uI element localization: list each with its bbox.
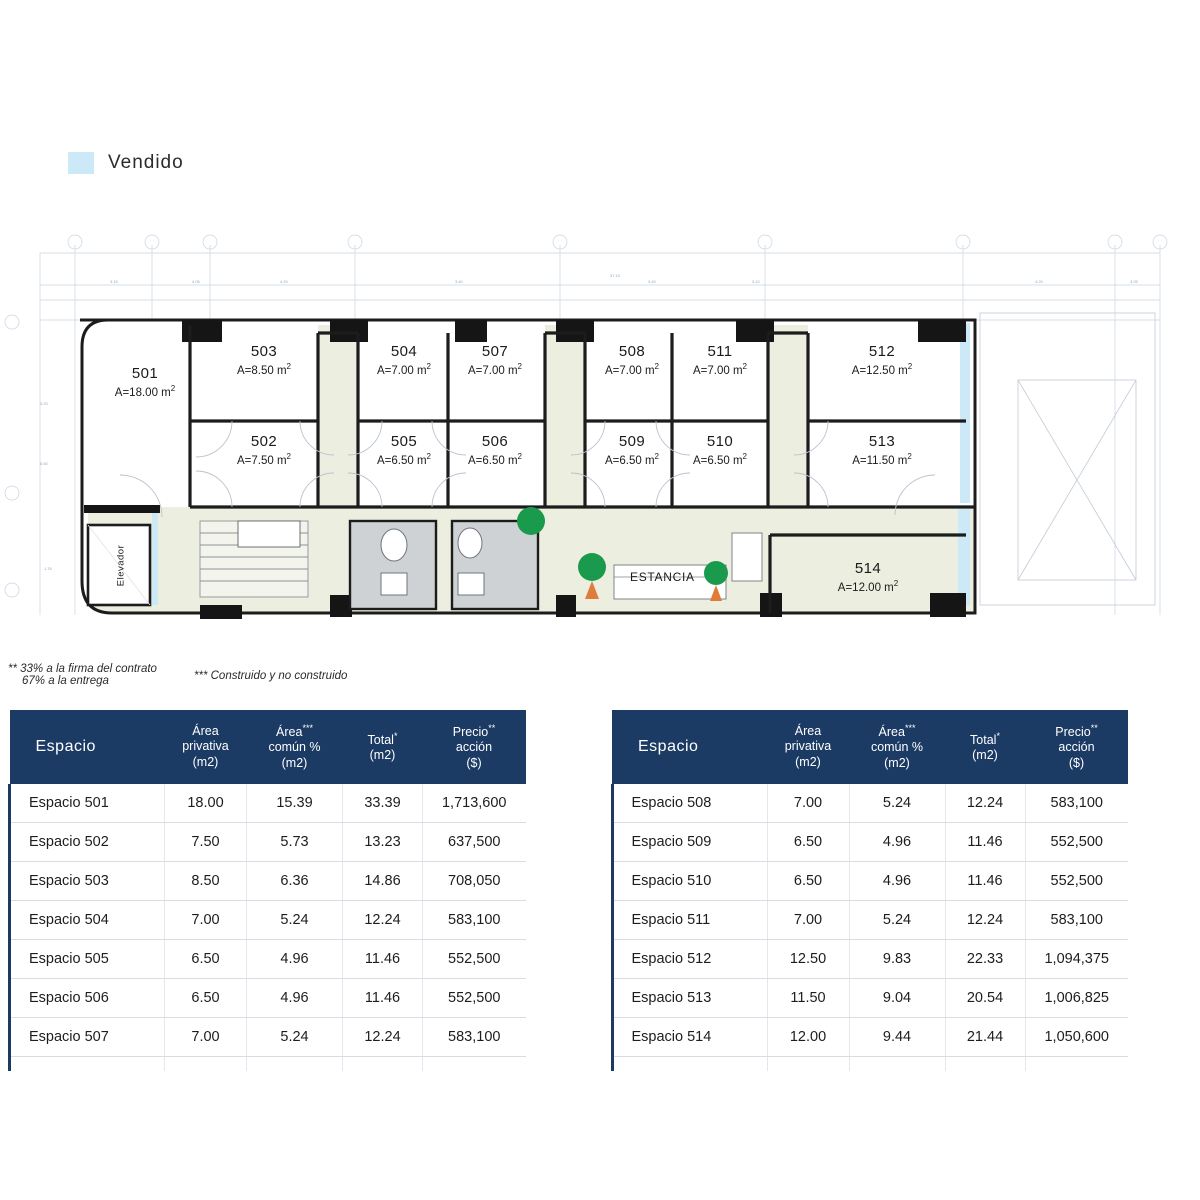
unit-509 <box>588 433 676 468</box>
table-row[interactable] <box>10 784 526 823</box>
cell-precio: 637,500 <box>423 822 526 861</box>
table-row[interactable] <box>612 822 1128 861</box>
svg-text:3.15: 3.15 <box>110 279 118 284</box>
table-row[interactable] <box>612 784 1128 823</box>
cell-total: 12.24 <box>945 784 1025 823</box>
cell-precio: 1,713,600 <box>423 784 526 823</box>
legend <box>68 152 184 174</box>
cell-privativa: 7.50 <box>165 822 247 861</box>
cell-precio: 552,500 <box>423 978 526 1017</box>
table-row[interactable] <box>612 939 1128 978</box>
cell-space: Espacio 501 <box>10 784 165 823</box>
cell-privativa: 11.50 <box>767 978 849 1017</box>
cell-space: Espacio 508 <box>612 784 767 823</box>
cell-precio: 552,500 <box>1025 822 1128 861</box>
floor-plan <box>0 225 1200 635</box>
unit-513-code: 513 <box>868 433 896 450</box>
unit-512-area: A=12.50 $m^2$ <box>851 361 913 377</box>
cell-space: Espacio 511 <box>612 900 767 939</box>
cell-precio: 708,050 <box>423 861 526 900</box>
cell-privativa: 7.00 <box>165 900 247 939</box>
unit-504 <box>358 343 450 378</box>
unit-507 <box>452 343 538 378</box>
cell-privativa: 6.50 <box>767 822 849 861</box>
corridor-vertical-2 <box>545 325 585 507</box>
unit-504-code: 504 <box>390 343 418 360</box>
cell-comun: 5.24 <box>849 784 945 823</box>
unit-506 <box>452 433 538 468</box>
svg-text:6.50: 6.50 <box>40 461 48 466</box>
cell-comun: 5.24 <box>849 900 945 939</box>
header-area-privativa: Área privativa (m2) <box>767 710 849 784</box>
footnote-payment-line2: 67% a la entrega <box>22 675 109 687</box>
cell-total: 11.46 <box>945 822 1025 861</box>
unit-503-code: 503 <box>250 343 278 360</box>
cell-total: 21.44 <box>945 1017 1025 1056</box>
table-row[interactable] <box>10 861 526 900</box>
unit-504-area: A=7.00 $m^2$ <box>377 361 431 377</box>
header-espacio: Espacio <box>10 710 165 784</box>
table-header-row <box>612 710 1128 784</box>
cell-total: 12.24 <box>945 900 1025 939</box>
cell-precio: 583,100 <box>423 1017 526 1056</box>
cell-space: Espacio 503 <box>10 861 165 900</box>
cell-total: 13.23 <box>343 822 423 861</box>
unit-502 <box>218 433 310 468</box>
table-row-spacer <box>10 1056 526 1071</box>
table-row[interactable] <box>10 1017 526 1056</box>
unit-505-code: 505 <box>390 433 418 450</box>
cell-privativa: 8.50 <box>165 861 247 900</box>
svg-text:3.20: 3.20 <box>40 401 48 406</box>
cell-total: 11.46 <box>343 939 423 978</box>
cell-privativa: 6.50 <box>767 861 849 900</box>
cell-space: Espacio 509 <box>612 822 767 861</box>
unit-513-area: A=11.50 $m^2$ <box>852 451 912 467</box>
cell-space: Espacio 506 <box>10 978 165 1017</box>
cell-comun: 6.36 <box>247 861 343 900</box>
header-area-comun: Área*** común % (m2) <box>849 710 945 784</box>
cell-precio: 1,050,600 <box>1025 1017 1128 1056</box>
unit-511-code: 511 <box>707 343 733 360</box>
cell-total: 14.86 <box>343 861 423 900</box>
cell-comun: 5.24 <box>247 900 343 939</box>
unit-508 <box>588 343 676 378</box>
table-row[interactable] <box>612 1017 1128 1056</box>
cell-privativa: 6.50 <box>165 939 247 978</box>
svg-text:1.76: 1.76 <box>44 566 52 571</box>
unit-509-code: 509 <box>618 433 646 450</box>
cell-comun: 4.96 <box>849 861 945 900</box>
svg-text:3.40: 3.40 <box>648 279 656 284</box>
header-espacio: Espacio <box>612 710 767 784</box>
unit-505-area: A=6.50 $m^2$ <box>377 451 431 467</box>
cell-privativa: 12.00 <box>767 1017 849 1056</box>
cell-total: 20.54 <box>945 978 1025 1017</box>
unit-502-code: 502 <box>250 433 278 450</box>
cell-comun: 5.24 <box>247 1017 343 1056</box>
table-row[interactable] <box>612 978 1128 1017</box>
unit-502-area: A=7.50 $m^2$ <box>237 451 291 467</box>
svg-text:3.10: 3.10 <box>752 279 760 284</box>
right-shell <box>980 313 1155 605</box>
header-precio: Precio** acción ($) <box>1025 710 1128 784</box>
cell-comun: 4.96 <box>247 978 343 1017</box>
unit-510-code: 510 <box>706 433 734 450</box>
cell-privativa: 12.50 <box>767 939 849 978</box>
cell-space: Espacio 510 <box>612 861 767 900</box>
floor-plan-drawing <box>0 225 1200 635</box>
unit-512 <box>812 343 952 378</box>
svg-text:3.05: 3.05 <box>1130 279 1138 284</box>
table-row[interactable] <box>10 939 526 978</box>
cell-privativa: 7.00 <box>767 900 849 939</box>
unit-512-code: 512 <box>868 343 896 360</box>
cell-comun: 4.96 <box>247 939 343 978</box>
legend-swatch-sold <box>68 152 94 174</box>
unit-501 <box>100 365 190 400</box>
svg-text:4.05: 4.05 <box>192 279 200 284</box>
price-table-right <box>611 710 1129 1071</box>
table-row[interactable] <box>10 822 526 861</box>
cell-total: 22.33 <box>945 939 1025 978</box>
unit-508-area: A=7.00 $m^2$ <box>605 361 659 377</box>
estancia-label: ESTANCIA <box>630 570 695 584</box>
cell-space: Espacio 513 <box>612 978 767 1017</box>
header-precio: Precio** acción ($) <box>423 710 526 784</box>
cell-privativa: 7.00 <box>165 1017 247 1056</box>
legend-label-sold: Vendido <box>108 152 184 173</box>
unit-510-area: A=6.50 $m^2$ <box>693 451 747 467</box>
header-area-privativa: Área privativa (m2) <box>165 710 247 784</box>
cell-privativa: 18.00 <box>165 784 247 823</box>
svg-text:4.20: 4.20 <box>1035 279 1043 284</box>
unit-514-code: 514 <box>854 560 882 577</box>
unit-505 <box>358 433 450 468</box>
cell-comun: 9.83 <box>849 939 945 978</box>
cell-precio: 583,100 <box>423 900 526 939</box>
cell-precio: 583,100 <box>1025 784 1128 823</box>
unit-503-area: A=8.50 $m^2$ <box>237 361 291 377</box>
unit-513 <box>812 433 952 468</box>
unit-501-code: 501 <box>131 365 159 382</box>
cell-privativa: 6.50 <box>165 978 247 1017</box>
cell-space: Espacio 504 <box>10 900 165 939</box>
unit-507-area: A=7.00 $m^2$ <box>468 361 522 377</box>
corridor-vertical-3 <box>768 325 808 507</box>
table-body-right <box>612 784 1128 1071</box>
unit-506-code: 506 <box>481 433 509 450</box>
footnote-payment <box>8 663 208 687</box>
cell-precio: 583,100 <box>1025 900 1128 939</box>
unit-511 <box>676 343 764 378</box>
unit-506-area: A=6.50 $m^2$ <box>468 451 522 467</box>
unit-508-code: 508 <box>618 343 646 360</box>
elevador-label: Elevador <box>115 544 127 587</box>
cell-total: 12.24 <box>343 900 423 939</box>
cell-privativa: 7.00 <box>767 784 849 823</box>
svg-text:3.40: 3.40 <box>455 279 463 284</box>
cell-space: Espacio 507 <box>10 1017 165 1056</box>
price-tables <box>0 710 1200 1071</box>
table-row[interactable] <box>10 978 526 1017</box>
cell-precio: 1,006,825 <box>1025 978 1128 1017</box>
table-row[interactable] <box>612 900 1128 939</box>
unit-507-code: 507 <box>481 343 509 360</box>
cell-space: Espacio 505 <box>10 939 165 978</box>
cell-precio: 1,094,375 <box>1025 939 1128 978</box>
unit-509-area: A=6.50 $m^2$ <box>605 451 659 467</box>
cell-precio: 552,500 <box>1025 861 1128 900</box>
svg-text:4.20: 4.20 <box>280 279 288 284</box>
footnote-construction: *** Construido y no construido <box>194 670 348 682</box>
unit-514 <box>798 560 938 595</box>
cell-space: Espacio 502 <box>10 822 165 861</box>
svg-text:37.10: 37.10 <box>610 273 621 278</box>
cell-comun: 5.73 <box>247 822 343 861</box>
cell-space: Espacio 514 <box>612 1017 767 1056</box>
header-total: Total* (m2) <box>945 710 1025 784</box>
cell-total: 11.46 <box>945 861 1025 900</box>
cell-precio: 552,500 <box>423 939 526 978</box>
cell-total: 33.39 <box>343 784 423 823</box>
cell-comun: 15.39 <box>247 784 343 823</box>
unit-501-area: A=18.00 $m^2$ <box>114 383 176 399</box>
cell-total: 11.46 <box>343 978 423 1017</box>
unit-514-area: A=12.00 $m^2$ <box>837 578 899 594</box>
table-row[interactable] <box>10 900 526 939</box>
price-table-left <box>8 710 526 1071</box>
unit-503 <box>218 343 310 378</box>
cell-total: 12.24 <box>343 1017 423 1056</box>
unit-510 <box>676 433 764 468</box>
table-row[interactable] <box>612 861 1128 900</box>
table-body-left <box>10 784 526 1071</box>
cell-space: Espacio 512 <box>612 939 767 978</box>
footnote-payment-line1: ** 33% a la firma del contrato <box>8 663 157 675</box>
header-total: Total* (m2) <box>343 710 423 784</box>
cell-comun: 4.96 <box>849 822 945 861</box>
corridor-vertical-1 <box>318 325 358 507</box>
cell-comun: 9.44 <box>849 1017 945 1056</box>
header-area-comun: Área*** común % (m2) <box>247 710 343 784</box>
cell-comun: 9.04 <box>849 978 945 1017</box>
unit-511-area: A=7.00 $m^2$ <box>693 361 747 377</box>
table-header-row <box>10 710 526 784</box>
stairs <box>200 521 308 597</box>
table-row-spacer <box>612 1056 1128 1071</box>
